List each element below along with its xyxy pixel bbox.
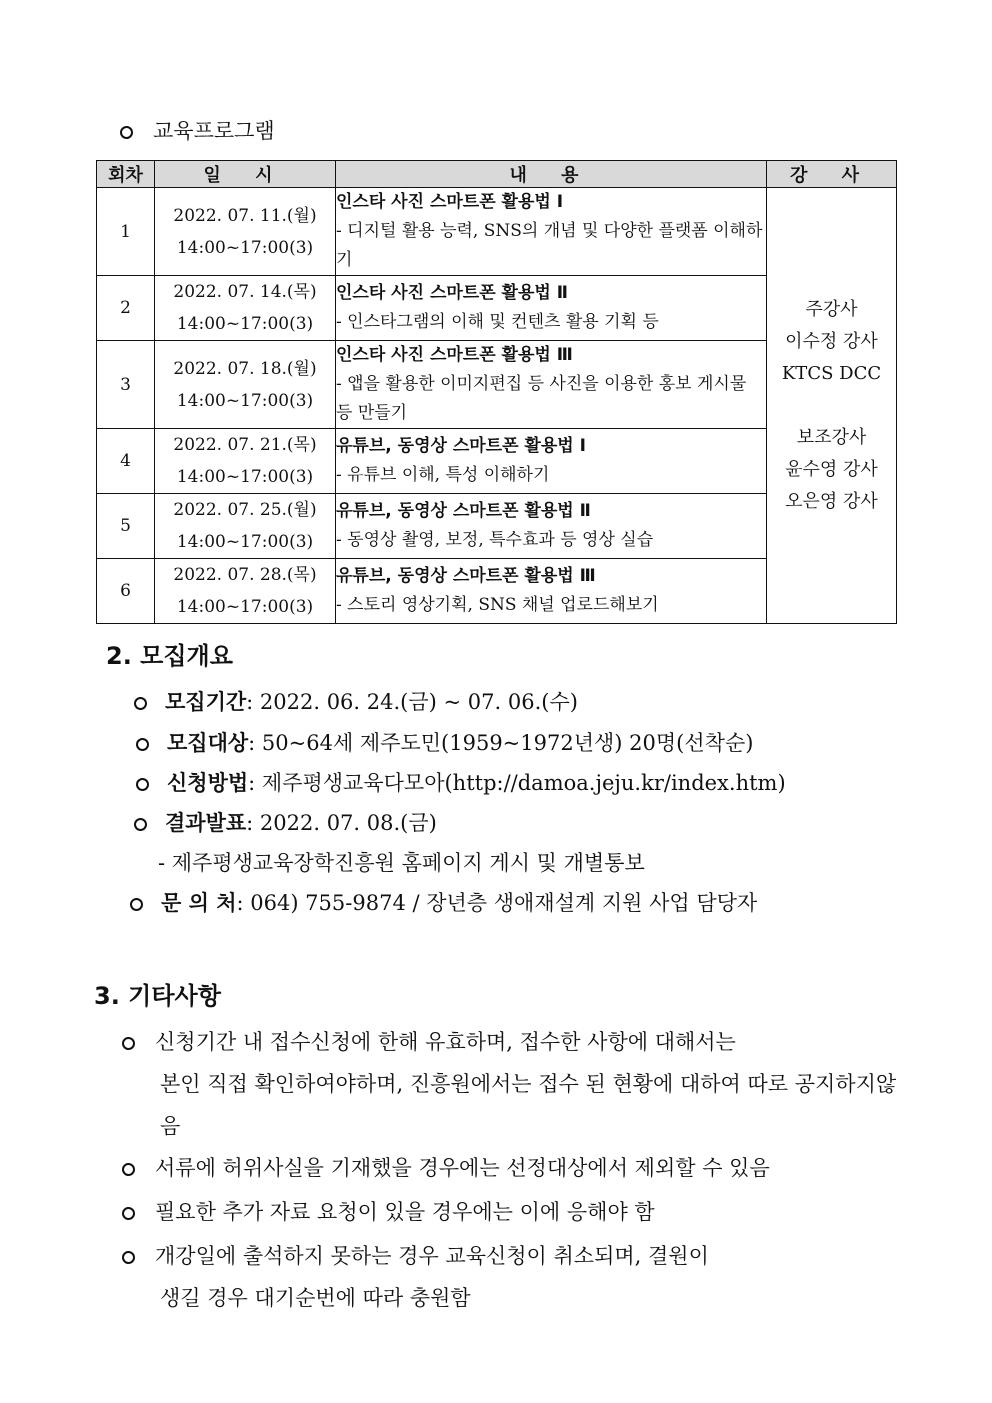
header-datetime: 일 시 [155, 161, 336, 188]
etc-item-continuation: 생길 경우 대기순번에 따라 충원함 [160, 1286, 471, 1310]
bullet-circle-icon [122, 1207, 135, 1220]
etc-item [122, 1147, 902, 1189]
result-announce-value: : 2022. 07. 08.(금) [246, 811, 437, 835]
row-datetime [155, 429, 336, 494]
table-row [97, 188, 897, 276]
section3-title: 3. 기타사항 [94, 982, 221, 1010]
row-time: 14:00~17:00(3) [176, 314, 314, 334]
bullet-circle-icon [134, 697, 147, 710]
program-heading [120, 115, 275, 145]
apply-method-value: : 제주평생교육다모아(http://damoa.jeju.kr/index.htm) [248, 771, 786, 795]
row-date: 2022. 07. 18.(월) [173, 358, 317, 379]
assist-lecturer-2: 오은영 강사 [785, 490, 878, 512]
bullet-circle-icon [134, 818, 147, 831]
row-time: 14:00~17:00(3) [176, 237, 314, 258]
row-title: 인스타 사진 스마트폰 활용법 Ⅲ [336, 345, 573, 365]
contact-info [130, 887, 757, 917]
row-num: 5 [97, 494, 155, 559]
etc-item [122, 1235, 902, 1319]
row-num: 4 [97, 429, 155, 494]
assist-lecturer-1: 윤수영 강사 [785, 458, 878, 480]
etc-item-continuation: 본인 직접 확인하여야하며, 진흥원에서는 접수 된 현황에 대하여 따로 공지하지않음 [160, 1072, 897, 1138]
row-date: 2022. 07. 25.(월) [173, 500, 317, 520]
row-date: 2022. 07. 21.(목) [173, 435, 317, 455]
row-date: 2022. 07. 14.(목) [173, 282, 317, 302]
row-title: 유튜브, 동영상 스마트폰 활용법 Ⅱ [336, 501, 591, 521]
assist-lecturer-label: 보조강사 [796, 426, 867, 448]
bullet-circle-icon [122, 1251, 135, 1264]
recruit-period [134, 686, 578, 716]
result-announce [134, 807, 437, 837]
header-round: 회차 [97, 161, 155, 188]
row-content [336, 341, 767, 429]
bullet-circle-icon [122, 1037, 135, 1050]
row-desc: - 앱을 활용한 이미지편집 등 사진을 이용한 홍보 게시물 등 만들기 [336, 374, 747, 423]
row-title: 인스타 사진 스마트폰 활용법 Ⅱ [336, 283, 568, 303]
recruit-target-label: 모집대상 [167, 731, 249, 755]
etc-item [122, 1021, 902, 1147]
contact-label: 문 의 처 [161, 891, 237, 915]
row-time: 14:00~17:00(3) [176, 467, 314, 487]
row-num: 1 [97, 188, 155, 276]
recruit-period-value: : 2022. 06. 24.(금) ~ 07. 06.(수) [246, 690, 578, 714]
etc-item-text: 신청기간 내 접수신청에 한해 유효하며, 접수한 사항에 대해서는 [155, 1030, 736, 1054]
row-desc: - 유튜브 이해, 특성 이해하기 [336, 465, 550, 485]
row-date: 2022. 07. 11.(월) [173, 205, 317, 226]
main-lecturer-label: 주강사 [805, 298, 858, 320]
apply-method [136, 767, 786, 797]
etc-item-text: 필요한 추가 자료 요청이 있을 경우에는 이에 응해야 함 [155, 1200, 655, 1224]
row-content [336, 188, 767, 276]
section2-title: 2. 모집개요 [106, 642, 233, 670]
bullet-circle-icon [136, 778, 149, 791]
bullet-circle-icon [130, 898, 143, 911]
row-num: 6 [97, 559, 155, 624]
row-content [336, 559, 767, 624]
row-time: 14:00~17:00(3) [176, 597, 314, 617]
row-datetime [155, 559, 336, 624]
row-desc: - 인스타그램의 이해 및 컨텐츠 활용 기획 등 [336, 312, 659, 332]
etc-item [122, 1191, 902, 1233]
main-lecturer-org: KTCS DCC [781, 362, 882, 384]
main-lecturer-name: 이수정 강사 [785, 330, 878, 352]
row-datetime [155, 276, 336, 341]
row-title: 유튜브, 동영상 스마트폰 활용법 Ⅲ [336, 566, 596, 586]
row-desc: - 스토리 영상기획, SNS 채널 업로드해보기 [336, 595, 659, 615]
row-content [336, 429, 767, 494]
row-content [336, 276, 767, 341]
recruit-target-value: : 50~64세 제주도민(1959~1972년생) 20명(선착순) [248, 731, 754, 755]
row-num: 3 [97, 341, 155, 429]
row-num: 2 [97, 276, 155, 341]
recruit-period-label: 모집기간 [165, 690, 247, 714]
row-datetime [155, 494, 336, 559]
etc-item-text: 서류에 허위사실을 기재했을 경우에는 선정대상에서 제외할 수 있음 [155, 1156, 770, 1180]
row-content [336, 494, 767, 559]
row-date: 2022. 07. 28.(목) [173, 565, 317, 585]
recruit-target [136, 727, 753, 757]
row-title: 유튜브, 동영상 스마트폰 활용법 Ⅰ [336, 436, 586, 456]
header-lecturer: 강 사 [767, 161, 897, 188]
bullet-circle-icon [120, 126, 133, 139]
etc-item-text: 개강일에 출석하지 못하는 경우 교육신청이 취소되며, 결원이 [155, 1244, 709, 1268]
contact-value: : 064) 755-9874 / 장년층 생애재설계 지원 사업 담당자 [236, 891, 758, 915]
lecturer-cell [767, 188, 897, 624]
row-desc: - 동영상 촬영, 보정, 특수효과 등 영상 실습 [336, 530, 654, 550]
table-header-row [97, 161, 897, 188]
result-announce-label: 결과발표 [165, 811, 247, 835]
row-time: 14:00~17:00(3) [176, 390, 314, 411]
apply-method-label: 신청방법 [167, 771, 249, 795]
result-note: - 제주평생교육장학진흥원 홈페이지 게시 및 개별통보 [158, 851, 645, 875]
row-title: 인스타 사진 스마트폰 활용법 Ⅰ [336, 192, 564, 212]
program-heading-text: 교육프로그램 [153, 119, 275, 143]
row-datetime [155, 341, 336, 429]
program-table [96, 160, 897, 624]
row-datetime [155, 188, 336, 276]
bullet-circle-icon [122, 1163, 135, 1176]
bullet-circle-icon [136, 738, 149, 751]
row-desc: - 디지털 활용 능력, SNS의 개념 및 다양한 플랫폼 이해하기 [336, 221, 763, 270]
header-content: 내 용 [336, 161, 767, 188]
row-time: 14:00~17:00(3) [176, 532, 314, 552]
